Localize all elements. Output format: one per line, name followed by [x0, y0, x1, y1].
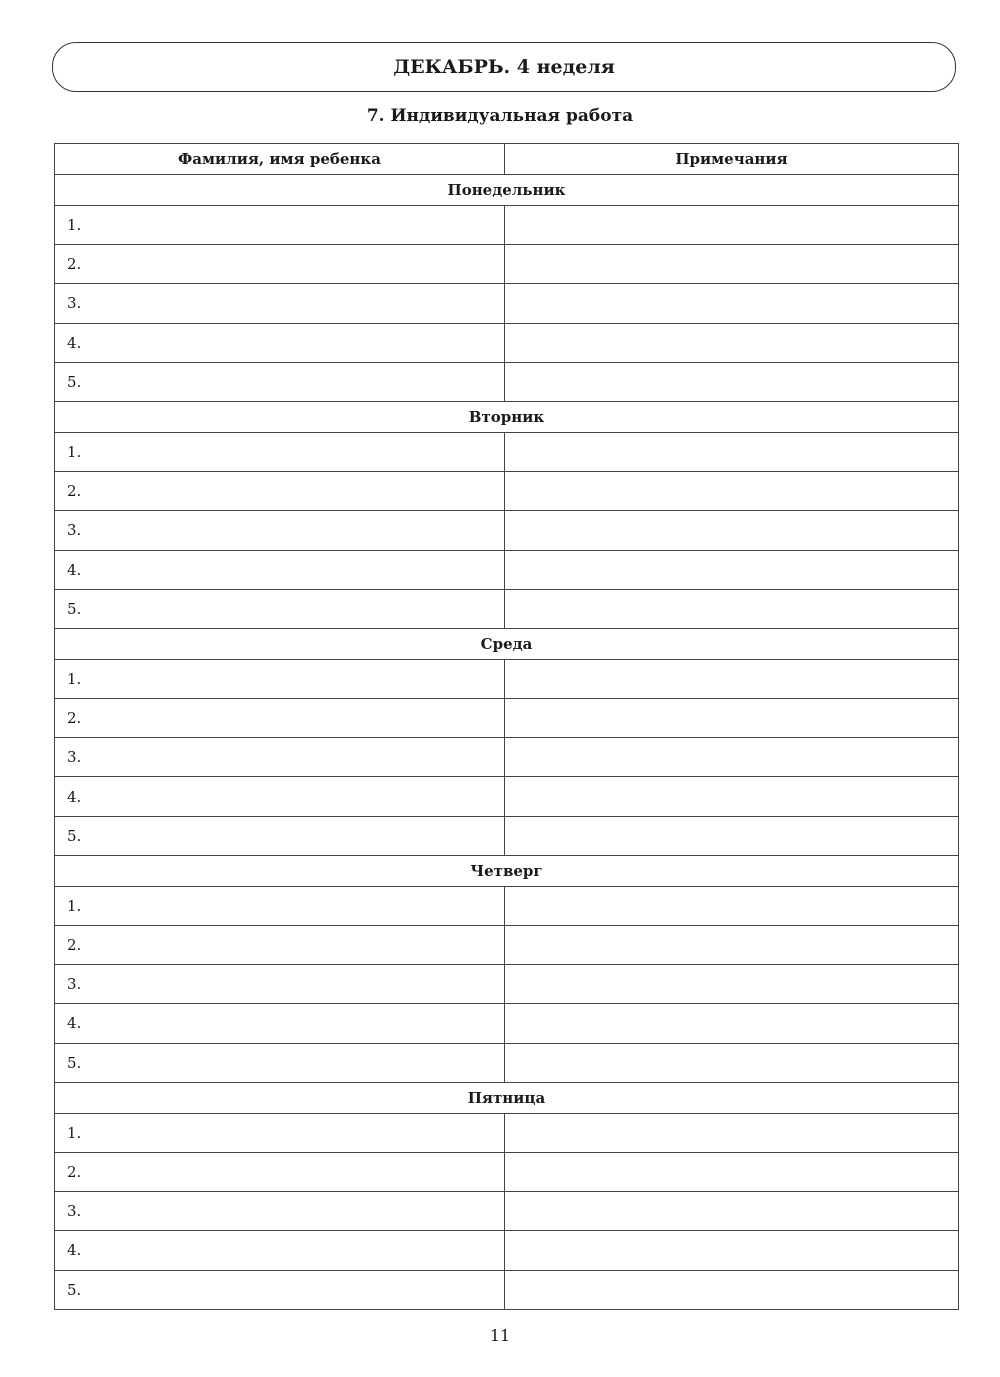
table-row: [55, 1152, 959, 1191]
notes-cell[interactable]: [505, 472, 959, 511]
table-row: [55, 777, 959, 816]
child-name-cell[interactable]: 1.: [55, 432, 505, 471]
table-row: [55, 926, 959, 965]
child-name-cell[interactable]: 4.: [55, 1004, 505, 1043]
section-title: 7. Индивидуальная работа: [366, 106, 634, 126]
day-section-row: [55, 175, 959, 206]
notes-cell[interactable]: [505, 1004, 959, 1043]
notes-cell[interactable]: [505, 699, 959, 738]
notes-cell[interactable]: [505, 659, 959, 698]
column-header-notes: Примечания: [505, 144, 959, 175]
notes-cell[interactable]: [505, 245, 959, 284]
table-row: [55, 323, 959, 362]
table-row: [55, 965, 959, 1004]
table-row: [55, 1043, 959, 1082]
notes-cell[interactable]: [505, 816, 959, 855]
child-name-cell[interactable]: 5.: [55, 589, 505, 628]
table-row: [55, 432, 959, 471]
notes-cell[interactable]: [505, 777, 959, 816]
week-header-box: [52, 42, 956, 92]
notes-cell[interactable]: [505, 965, 959, 1004]
child-name-cell[interactable]: 2.: [55, 472, 505, 511]
day-label: Вторник: [55, 401, 959, 432]
child-name-cell[interactable]: 3.: [55, 965, 505, 1004]
table-row: [55, 886, 959, 925]
child-name-cell[interactable]: 4.: [55, 777, 505, 816]
child-name-cell[interactable]: 2.: [55, 245, 505, 284]
notes-cell[interactable]: [505, 1270, 959, 1309]
child-name-cell[interactable]: 5.: [55, 1270, 505, 1309]
child-name-cell[interactable]: 4.: [55, 1231, 505, 1270]
child-name-cell[interactable]: 3.: [55, 511, 505, 550]
day-label: Четверг: [55, 855, 959, 886]
table-row: [55, 738, 959, 777]
table-row: [55, 1270, 959, 1309]
child-name-cell[interactable]: 2.: [55, 1152, 505, 1191]
notes-cell[interactable]: [505, 1043, 959, 1082]
child-name-cell[interactable]: 5.: [55, 816, 505, 855]
column-header-child-name: Фамилия, имя ребенка: [55, 144, 505, 175]
child-name-cell[interactable]: 5.: [55, 362, 505, 401]
child-name-cell[interactable]: 5.: [55, 1043, 505, 1082]
notes-cell[interactable]: [505, 323, 959, 362]
week-title: ДЕКАБРЬ. 4 неделя: [393, 56, 615, 78]
table-row: [55, 245, 959, 284]
notes-cell[interactable]: [505, 926, 959, 965]
notes-cell[interactable]: [505, 738, 959, 777]
table-body: [55, 175, 959, 1310]
day-section-row: [55, 1082, 959, 1113]
table-header-row: [55, 144, 959, 175]
day-label: Среда: [55, 628, 959, 659]
notes-cell[interactable]: [505, 1192, 959, 1231]
table-row: [55, 1192, 959, 1231]
child-name-cell[interactable]: 1.: [55, 659, 505, 698]
notes-cell[interactable]: [505, 1113, 959, 1152]
notes-cell[interactable]: [505, 886, 959, 925]
day-label: Понедельник: [55, 175, 959, 206]
table-row: [55, 1113, 959, 1152]
day-section-row: [55, 855, 959, 886]
table-row: [55, 206, 959, 245]
day-label: Пятница: [55, 1082, 959, 1113]
individual-work-table: [54, 143, 959, 1310]
child-name-cell[interactable]: 1.: [55, 1113, 505, 1152]
day-section-row: [55, 401, 959, 432]
table-row: [55, 699, 959, 738]
child-name-cell[interactable]: 2.: [55, 926, 505, 965]
child-name-cell[interactable]: 1.: [55, 206, 505, 245]
page-number: 11: [489, 1326, 511, 1345]
table-row: [55, 511, 959, 550]
notes-cell[interactable]: [505, 511, 959, 550]
notes-cell[interactable]: [505, 589, 959, 628]
notes-cell[interactable]: [505, 550, 959, 589]
child-name-cell[interactable]: 3.: [55, 738, 505, 777]
child-name-cell[interactable]: 2.: [55, 699, 505, 738]
notes-cell[interactable]: [505, 1231, 959, 1270]
table-row: [55, 472, 959, 511]
table-row: [55, 284, 959, 323]
notes-cell[interactable]: [505, 432, 959, 471]
table-row: [55, 589, 959, 628]
table-row: [55, 1004, 959, 1043]
table-row: [55, 816, 959, 855]
child-name-cell[interactable]: 3.: [55, 284, 505, 323]
table-row: [55, 659, 959, 698]
day-section-row: [55, 628, 959, 659]
notes-cell[interactable]: [505, 206, 959, 245]
notes-cell[interactable]: [505, 284, 959, 323]
child-name-cell[interactable]: 3.: [55, 1192, 505, 1231]
notes-cell[interactable]: [505, 1152, 959, 1191]
child-name-cell[interactable]: 4.: [55, 323, 505, 362]
table-row: [55, 362, 959, 401]
table-row: [55, 550, 959, 589]
child-name-cell[interactable]: 4.: [55, 550, 505, 589]
child-name-cell[interactable]: 1.: [55, 886, 505, 925]
notes-cell[interactable]: [505, 362, 959, 401]
table-row: [55, 1231, 959, 1270]
